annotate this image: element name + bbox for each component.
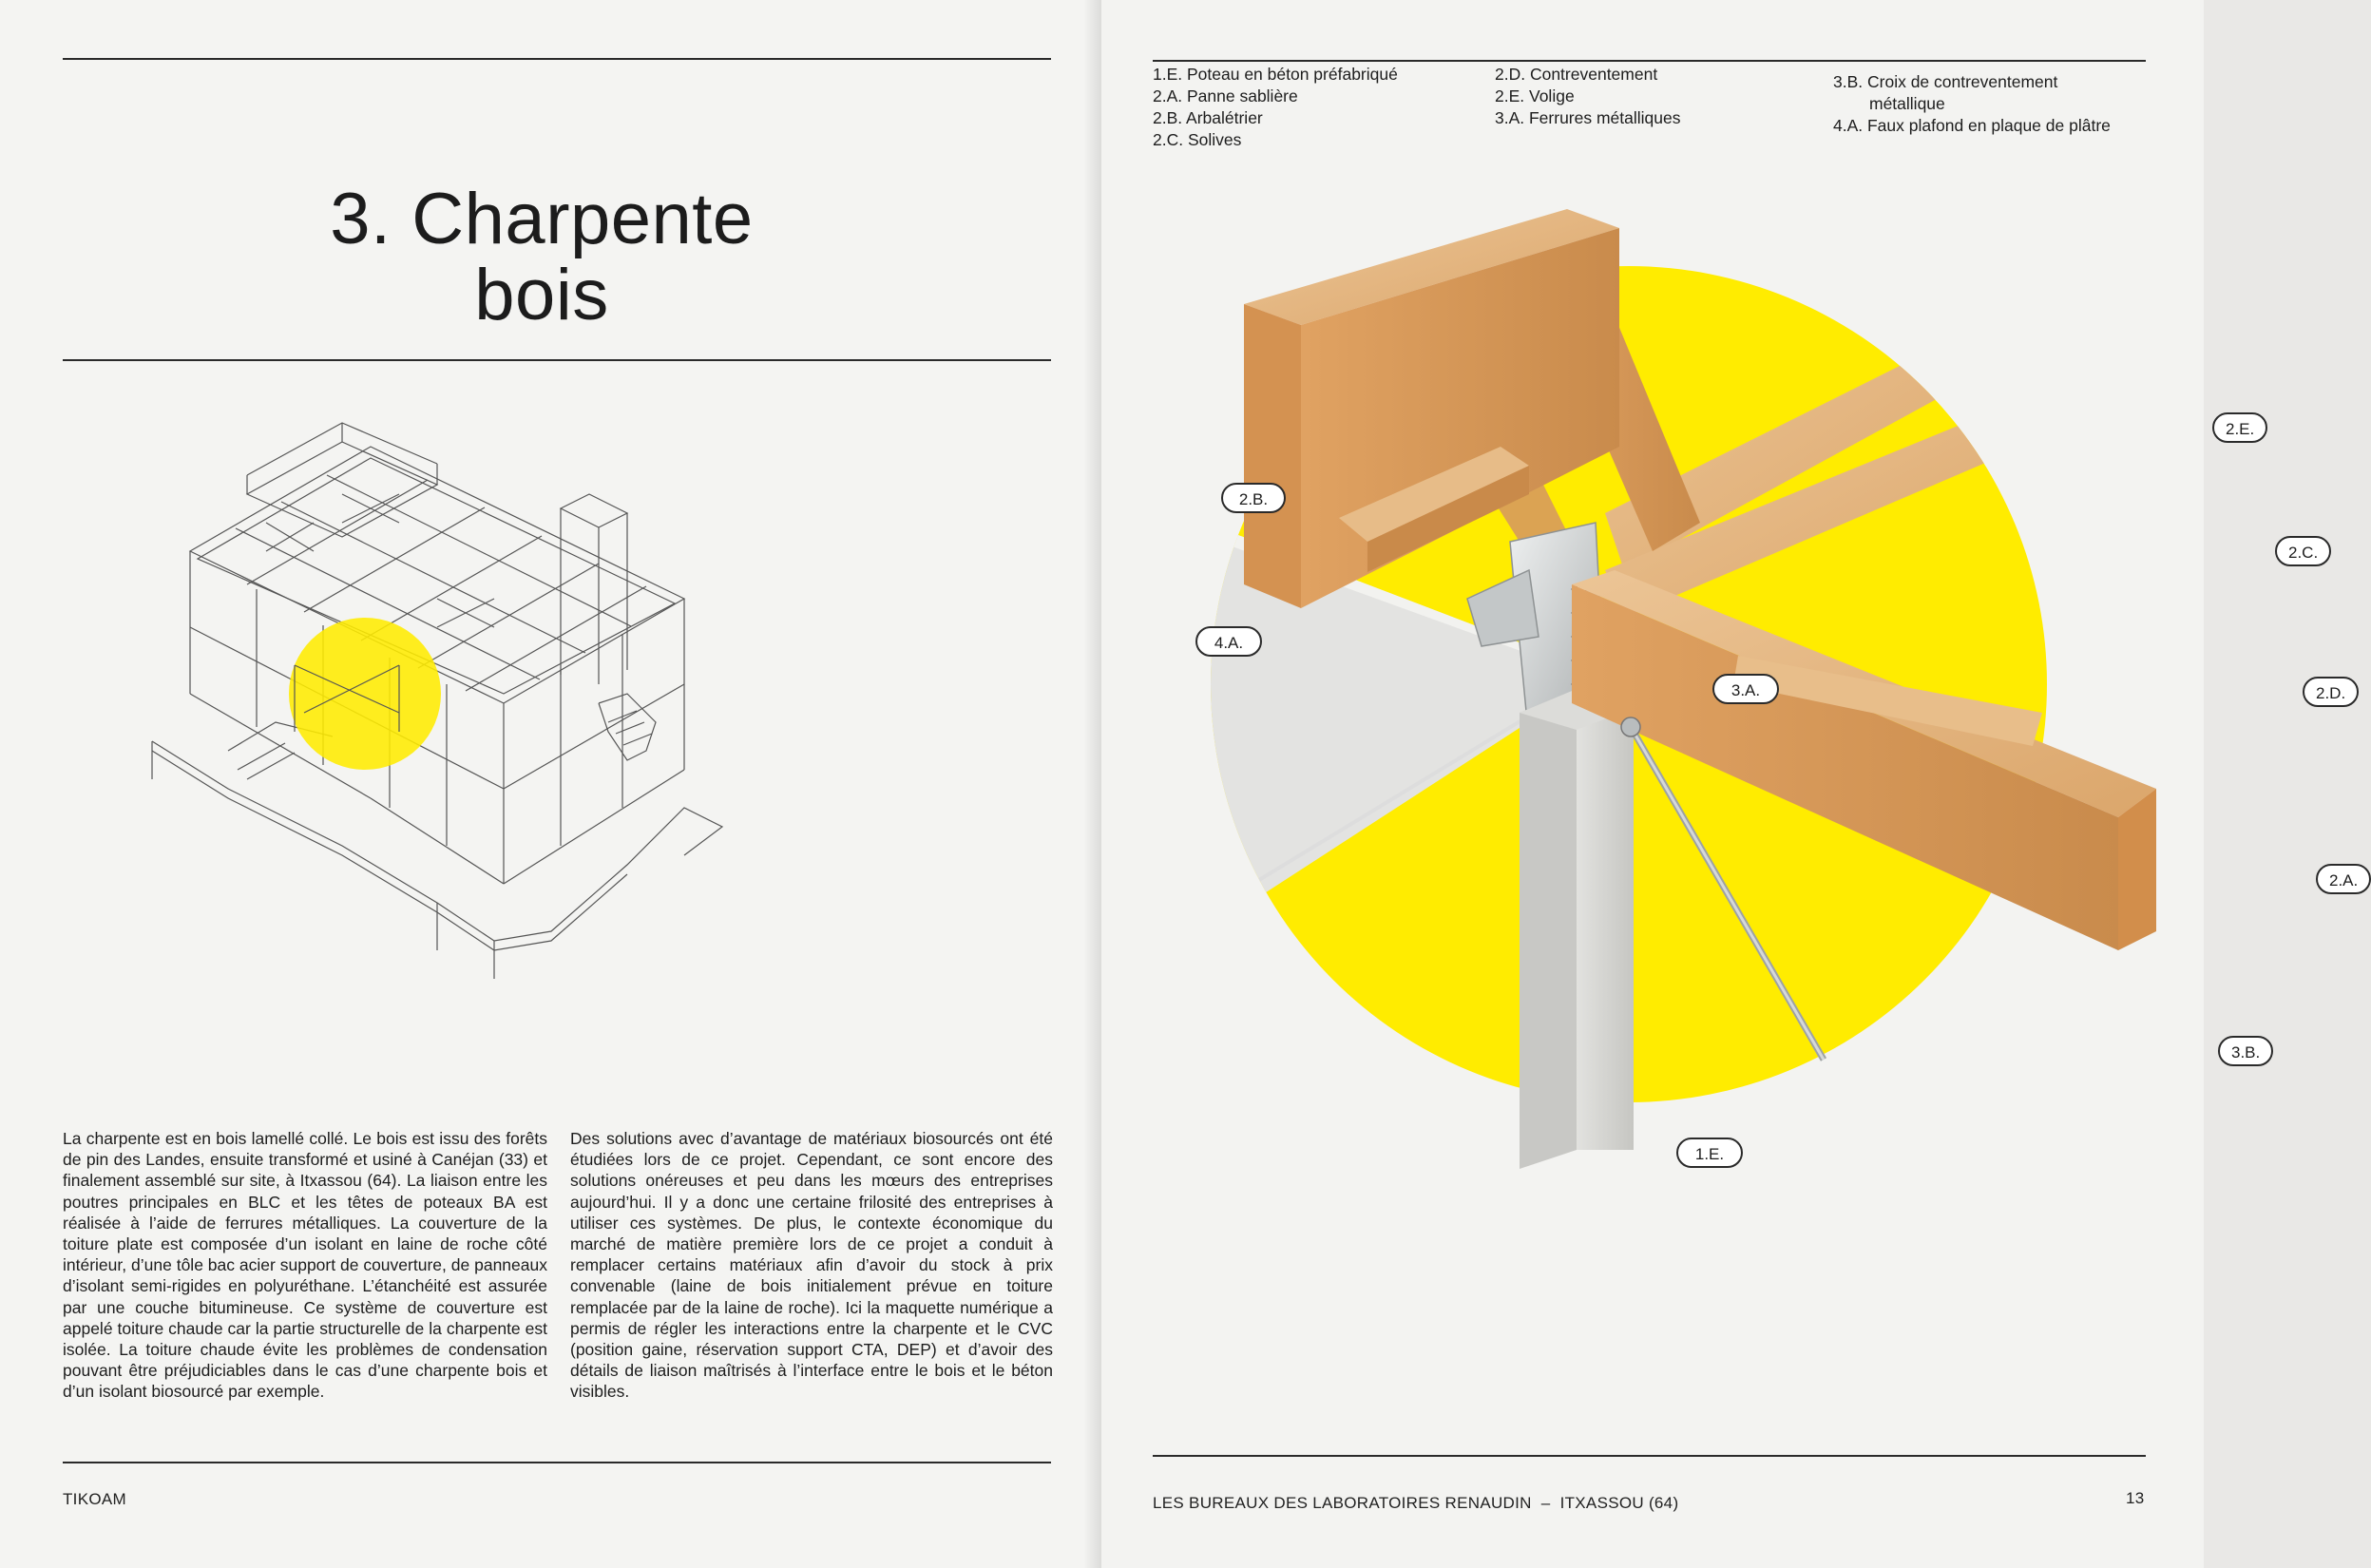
section-title-line1: 3. Charpente [330, 178, 754, 259]
legend-item: 2.B. Arbalétrier [1153, 108, 1263, 127]
legend-item: 2.C. Solives [1153, 130, 1242, 149]
legend-item: 3.A. Ferrures métalliques [1495, 108, 1681, 127]
callout-1E: 1.E. [1676, 1138, 1743, 1168]
section-title-line2: bois [474, 254, 609, 335]
footer-rule [63, 1462, 1051, 1463]
body-text-left: La charpente est en bois lamellé collé. Le bois est issu des forêts de pin des Landes, ensuite transformé et usiné à Canéjan (33) et finalement assemblé sur site, à Itxassou (64). La liaison entre les poutres principales en BLC et les têtes de poteaux BA est réalisée à l’aide de ferrures métalliques. La couverture de la toiture plate est composée d’un isolant en laine de roche côté intérieur, d’une tôle bac acier support de couverture, de panneaux d’isolant semi-rigides en polyuréthane. L’étanchéité est assurée par une couche bitumineuse. Ce système de couverture est appelé toiture chaude car la partie structurelle de la charpente est isolée. La toiture chaude évite les problèmes de condensation pouvant être préjudiciables dans le cas d’une charpente bois et d’un isolant biosourcé par exemple. [63, 1129, 547, 1402]
callout-2D: 2.D. [2303, 677, 2359, 707]
legend-item: 1.E. Poteau en béton préfabriqué [1153, 65, 1398, 84]
right-page [1101, 0, 2359, 1568]
legend-item: 4.A. Faux plafond en plaque de plâtre [1833, 116, 2111, 135]
page-number: 13 [2126, 1489, 2145, 1507]
legend-item: 2.A. Panne sablière [1153, 86, 1298, 105]
legend-item: 2.D. Contreventement [1495, 65, 1658, 84]
legend-item: 3.B. Croix de contreventement [1833, 72, 2058, 91]
axonometric-drawing [152, 409, 931, 1055]
callout-2C: 2.C. [2275, 536, 2331, 566]
left-page [0, 0, 1101, 1568]
legend-column-3 [1833, 71, 2111, 137]
title-rule [63, 359, 1051, 361]
footer-rule-right [1153, 1455, 2146, 1457]
callout-2A: 2.A. [2316, 864, 2371, 894]
footer-publisher: TIKOAM [63, 1490, 126, 1508]
legend-column-1 [1153, 64, 1398, 151]
callout-4A: 4.A. [1195, 626, 1262, 657]
legend-column-2 [1495, 64, 1681, 129]
footer-project-title: LES BUREAUX DES LABORATOIRES RENAUDIN – ITXASSOU (64) [1153, 1494, 1679, 1512]
callout-2B: 2.B. [1221, 483, 1286, 513]
callout-3B: 3.B. [2218, 1036, 2273, 1066]
highlight-circle [289, 618, 441, 770]
top-rule-right [1153, 60, 2146, 62]
callout-3A: 3.A. [1712, 674, 1779, 704]
top-rule [63, 58, 1051, 60]
section-title [143, 178, 941, 335]
structural-detail-illustration [1244, 209, 2023, 1169]
legend-item-continuation: métallique [1869, 94, 1945, 113]
body-text-right: Des solutions avec d’avantage de matériaux biosourcés ont été étudiées lors de ce projet. Cependant, ce sont encore des solutions onéreuses et peu dans les mœurs des entreprises aujourd’hui. Il y a donc une certaine frilosité des entreprises à utiliser ces systèmes. De plus, le contexte économique du marché de matière première lors de ce projet a conduit à remplacer certains matériaux afin d’avoir du stock à prix convenable (laine de bois initialement prévue en toiture remplacée par de la laine de roche). Ici la maquette numérique a permis de régler les interactions entre la charpente et le CVC (position gaine, réservation support CTA, DEP) et d’avoir des détails de liaison maîtrisés à l’interface entre le bois et le béton visibles. [570, 1129, 1053, 1402]
callout-2E: 2.E. [2212, 412, 2267, 443]
legend-item: 2.E. Volige [1495, 86, 1575, 105]
